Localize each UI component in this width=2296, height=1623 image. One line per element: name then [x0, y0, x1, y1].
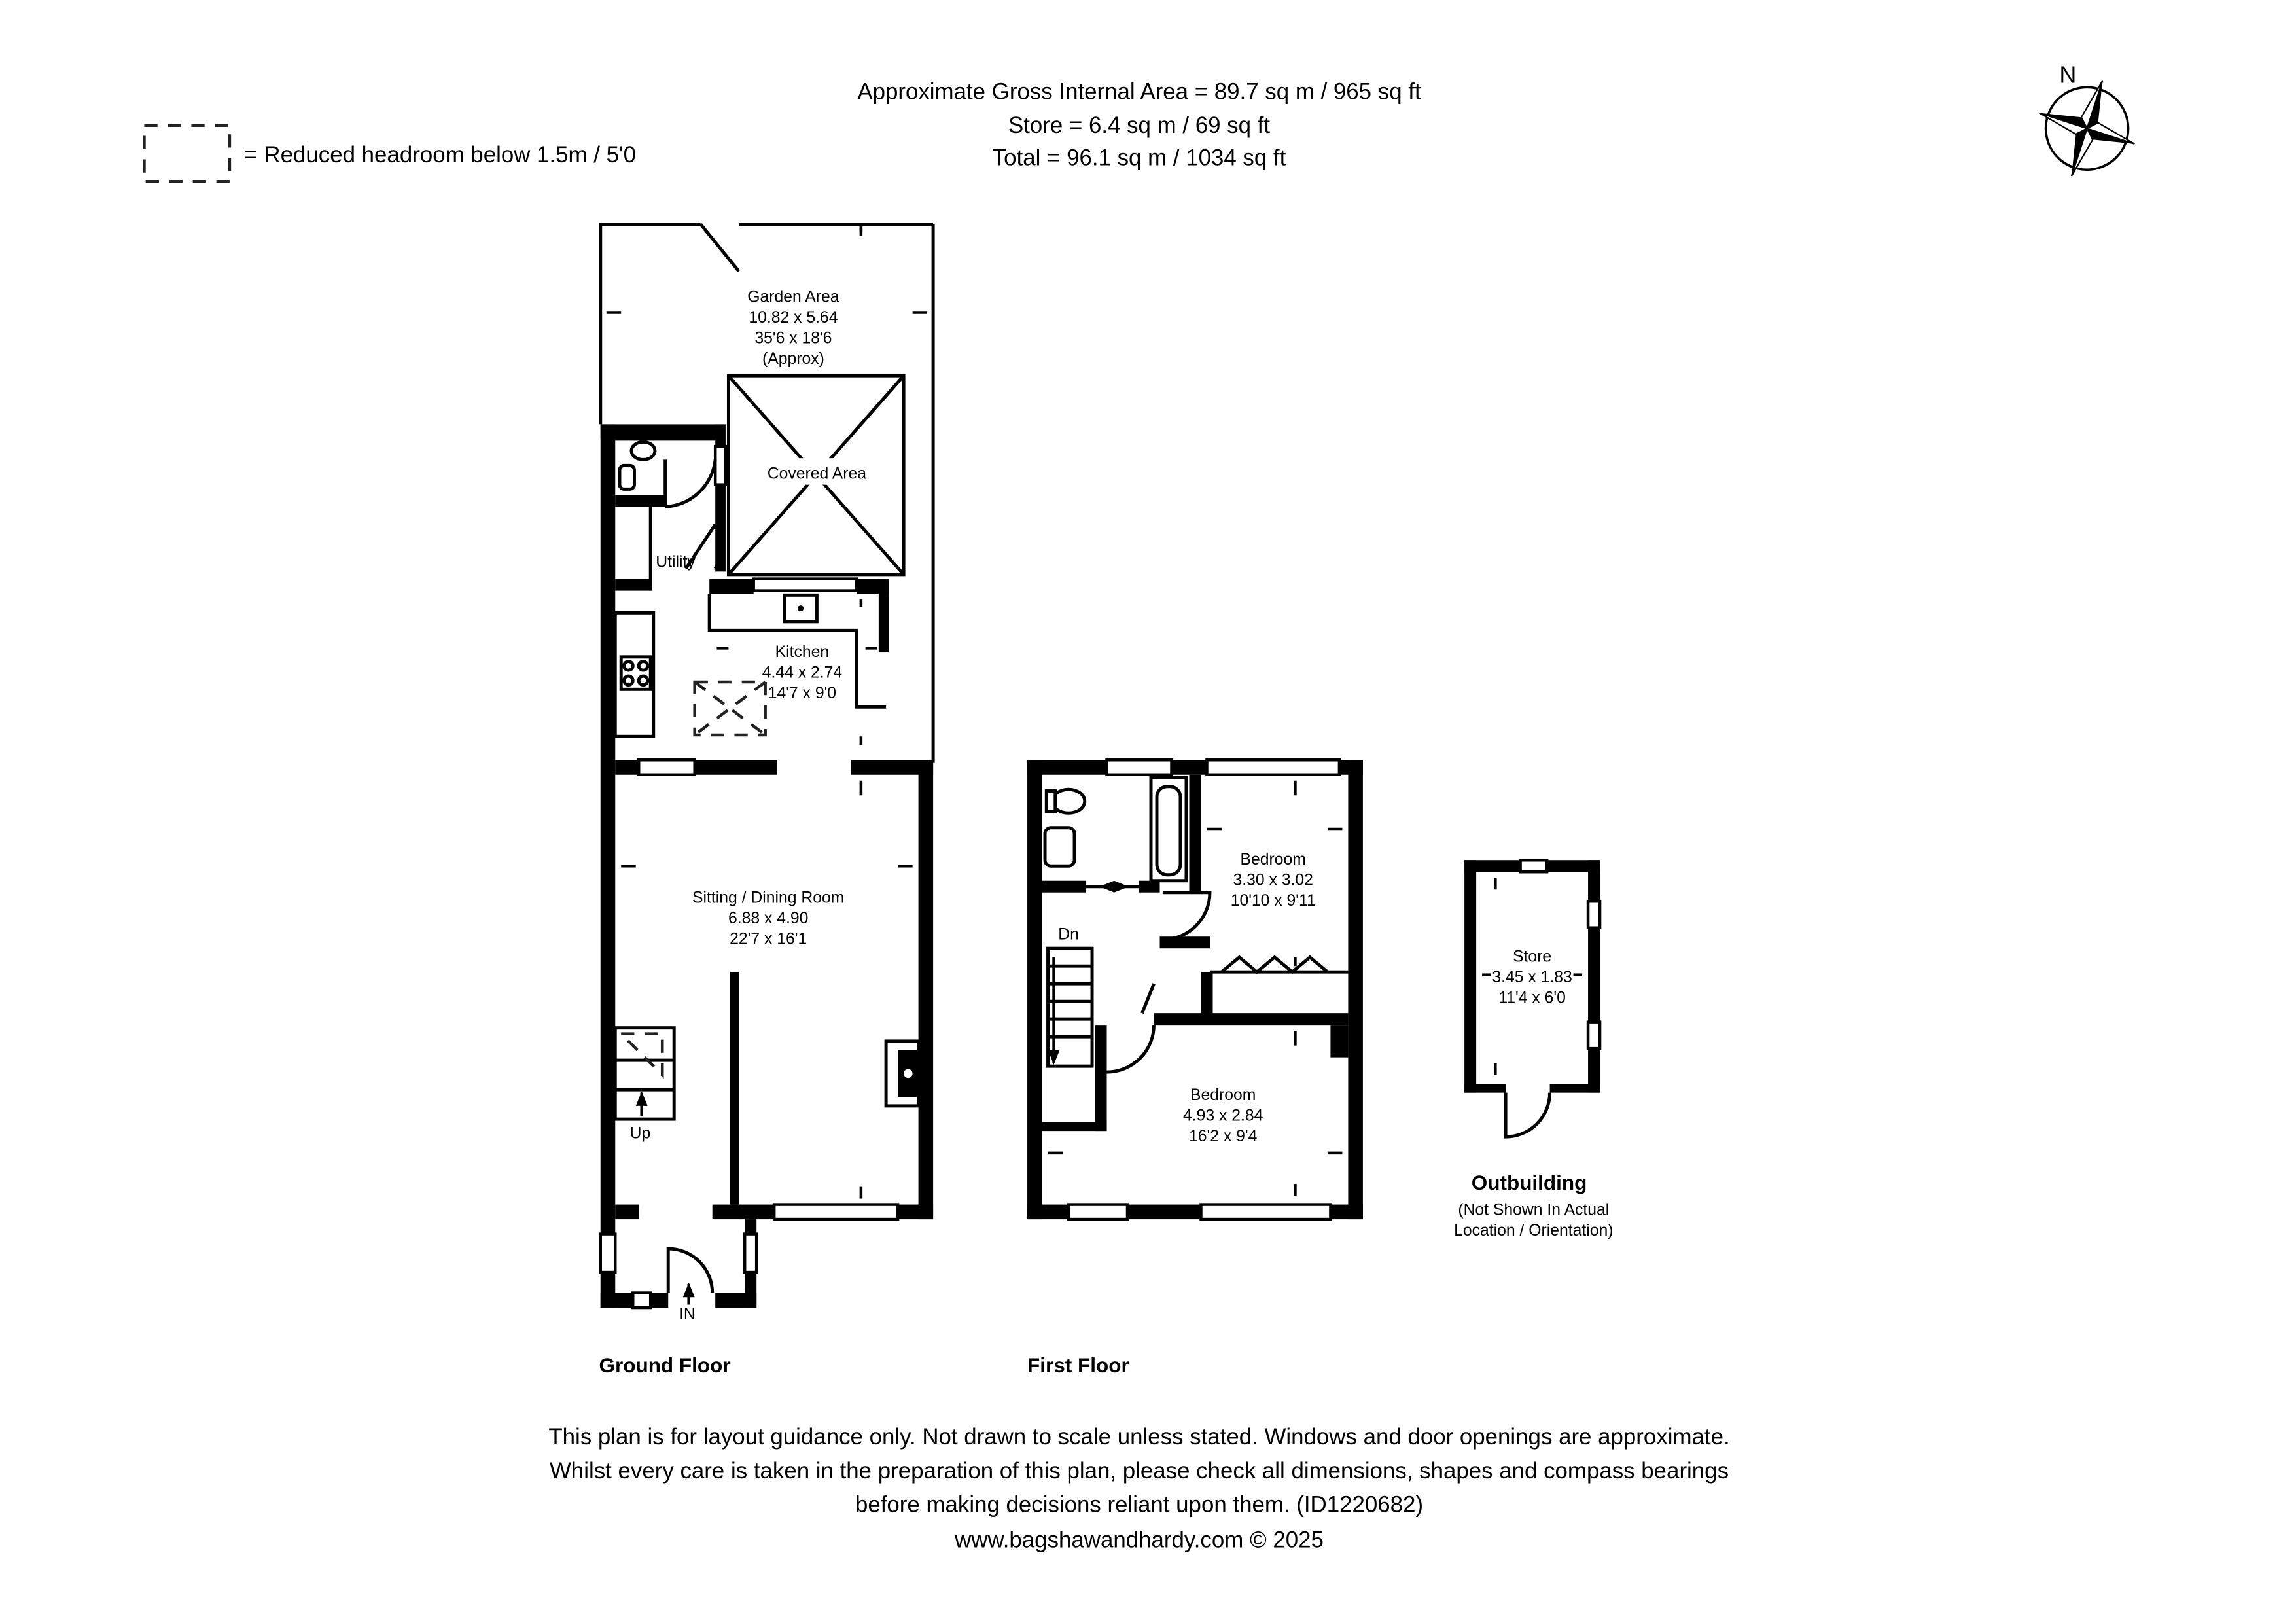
stairs-up [615, 1028, 674, 1143]
window [1588, 901, 1600, 927]
door-swing [1107, 984, 1154, 1072]
sitting-imperial: 22'7 x 16'1 [730, 930, 807, 948]
outbuilding-note-2: Location / Orientation) [1454, 1221, 1614, 1240]
kitchen-name: Kitchen [775, 643, 830, 661]
kitchen [615, 594, 886, 745]
outbuilding-plan [1454, 860, 1613, 1240]
window [745, 1234, 756, 1272]
stairs-down-label: Dn [1058, 925, 1079, 944]
area-line-total: Total = 96.1 sq m / 1034 sq ft [992, 145, 1286, 171]
area-line-store: Store = 6.4 sq m / 69 sq ft [1008, 113, 1271, 139]
outbuilding-title: Outbuilding [1471, 1171, 1587, 1195]
bedroom2-name: Bedroom [1190, 1086, 1256, 1104]
toilet-icon [631, 442, 655, 459]
area-line-gross: Approximate Gross Internal Area = 89.7 sq m / 965 sq ft [857, 79, 1421, 105]
window [639, 760, 694, 774]
bedroom1-name: Bedroom [1240, 850, 1306, 868]
door-swing [665, 459, 715, 507]
window [715, 446, 726, 484]
first-floor-walls [1027, 760, 1363, 1219]
garden-name: Garden Area [747, 288, 839, 306]
website-link[interactable]: www.bagshawandhardy.com © 2025 [955, 1527, 1324, 1553]
area-summary [857, 79, 1421, 170]
legend-dashed-box [144, 126, 229, 181]
basin-icon [620, 465, 634, 489]
kitchen-metric: 4.44 x 2.74 [762, 664, 843, 682]
legend-label: = Reduced headroom below 1.5m / 5'0 [244, 142, 637, 168]
window [774, 1205, 898, 1219]
compass-north-label: N [2059, 61, 2077, 88]
garden-gate [701, 224, 739, 272]
store-metric: 3.45 x 1.83 [1492, 968, 1572, 986]
disclaimer [548, 1424, 1729, 1552]
entrance-label: IN [679, 1306, 696, 1324]
sitting-name: Sitting / Dining Room [692, 889, 845, 907]
window [1588, 1022, 1600, 1048]
window [1069, 1205, 1127, 1219]
disclaimer-line-1: This plan is for layout guidance only. Not drawn to scale unless stated. Windows and door openings are approximate. [548, 1424, 1730, 1450]
first-floor-plan [1027, 760, 1363, 1377]
store-name: Store [1513, 948, 1552, 966]
door-swing [1163, 893, 1210, 940]
bedroom-1 [1207, 781, 1348, 972]
first-floor-title: First Floor [1027, 1353, 1129, 1378]
entrance-door [668, 1249, 712, 1323]
covered-area-label: Covered Area [767, 465, 867, 483]
disclaimer-line-3: before making decisions reliant upon them. (ID1220682) [855, 1491, 1424, 1518]
stairs-up-label: Up [629, 1124, 651, 1143]
window [1207, 760, 1339, 774]
sitting-metric: 6.88 x 4.90 [728, 909, 809, 927]
store-imperial: 11'4 x 6'0 [1498, 989, 1566, 1007]
bedroom1-metric: 3.30 x 3.02 [1233, 871, 1313, 889]
ground-floor-title: Ground Floor [599, 1353, 731, 1378]
window [633, 1293, 650, 1308]
window [1201, 1205, 1330, 1219]
disclaimer-line-2: Whilst every care is taken in the preparation of this plan, please check all dimensions, shapes and compass bearings [549, 1457, 1729, 1484]
window [1107, 760, 1172, 774]
garden-imperial: 35'6 x 18'6 [754, 329, 832, 348]
door-swing [1506, 1093, 1549, 1137]
headroom-legend [144, 126, 636, 181]
window [754, 579, 857, 591]
window [601, 1234, 615, 1272]
window [1521, 860, 1547, 872]
kitchen-imperial: 14'7 x 9'0 [768, 684, 837, 702]
garden-metric: 10.82 x 5.64 [749, 309, 838, 327]
bedroom2-imperial: 16'2 x 9'4 [1189, 1127, 1258, 1145]
bedroom2-metric: 4.93 x 2.84 [1183, 1107, 1263, 1125]
utility-label: Utility [656, 553, 696, 571]
compass-star-icon [2024, 65, 2150, 192]
utility-room [615, 439, 720, 591]
sitting-dining-room [621, 781, 918, 1199]
basin-icon [1045, 828, 1074, 866]
ground-floor-plan [599, 224, 933, 1378]
covered-area [728, 376, 904, 575]
bathroom [1045, 777, 1210, 939]
toilet-icon [1052, 789, 1084, 813]
compass [2024, 62, 2150, 192]
bedroom1-imperial: 10'10 x 9'11 [1230, 891, 1316, 910]
garden-note: (Approx) [762, 350, 824, 368]
outbuilding-note-1: (Not Shown In Actual [1458, 1201, 1610, 1219]
